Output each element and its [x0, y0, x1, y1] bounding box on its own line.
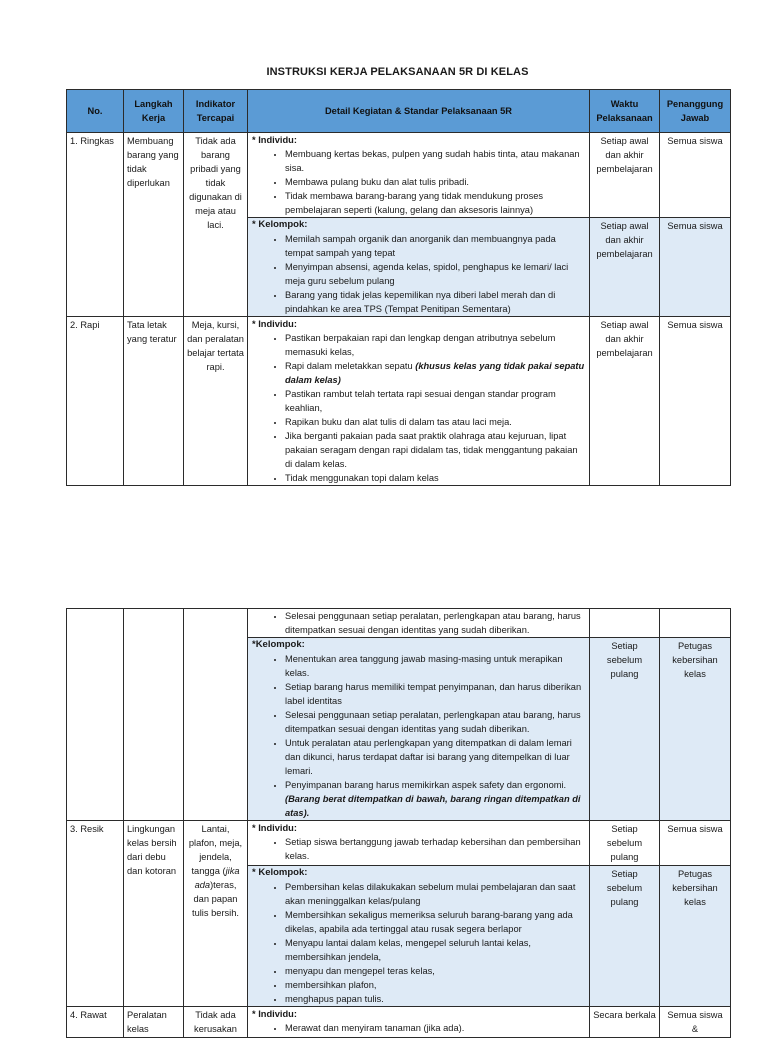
list-item: • Tidak membawa barang-barang yang tidak mendukung proses pembelajaran seperti (kalung, gelang dan aksesoris lainnya): [285, 189, 585, 217]
row-number: 4. Rawat: [67, 1007, 124, 1038]
indikator-cell: Meja, kursi, dan peralatan belajar tertata rapi.: [184, 317, 248, 486]
group-label: *Kelompok:: [252, 639, 305, 650]
langkah-kerja-cell: Lingkungan kelas bersih dari debu dan kotoran: [124, 821, 184, 1007]
list-item: • Jika berganti pakaian pada saat praktik olahraga atau kejuruan, lipat pakaian seragam dengan rapi didalam tas, tidak menggantung pakaian di dalam kelas.: [285, 429, 585, 471]
waktu-cell: Setiap sebelum pulang: [590, 866, 660, 1007]
list-item: • Menyapu lantai dalam kelas, mengepel seluruh lantai kelas, membersihkan jendela,: [285, 936, 585, 964]
group-label: * Individu:: [252, 1009, 297, 1019]
list-item: • Membersihkan sekaligus memeriksa seluruh barang-barang yang ada dikelas, apabila ada tertinggal atau rusak segera berlapor: [285, 908, 585, 936]
table-row: [67, 317, 731, 486]
row-number: 2. Rapi: [67, 317, 124, 486]
penanggung-jawab-cell: Semua siswa &: [660, 1007, 731, 1038]
bullet-list: [252, 331, 585, 485]
list-item-text: Rapi dalam meletakkan sepatu: [285, 361, 416, 371]
group-label: * Kelompok:: [252, 867, 308, 878]
header-detail: Detail Kegiatan & Standar Pelaksanaan 5R: [248, 90, 590, 133]
indikator-cell: Tidak ada kerusakan: [184, 1007, 248, 1038]
group-label: * Individu:: [252, 319, 297, 329]
header-penanggung-jawab: Penanggung Jawab: [660, 90, 731, 133]
list-item: • menghapus papan tulis.: [285, 992, 585, 1006]
bullet-list: [252, 147, 585, 217]
indikator-cell: [184, 821, 248, 1007]
penanggung-jawab-cell: Semua siswa: [660, 133, 731, 218]
list-item: • Memilah sampah organik dan anorganik dan membuangnya pada tempat sampah yang tepat: [285, 232, 585, 260]
detail-kelompok-cell: [248, 218, 590, 317]
waktu-cell: Setiap sebelum pulang: [590, 821, 660, 866]
list-item: • Menentukan area tanggung jawab masing-masing untuk merapikan kelas.: [285, 652, 585, 680]
indikator-emphasis: jika ada: [194, 866, 240, 890]
waktu-cell: Setiap awal dan akhir pembelajaran: [590, 317, 660, 486]
bullet-list: [252, 1021, 585, 1035]
indikator-continued: [184, 609, 248, 821]
instruction-table-page-1: [66, 89, 731, 486]
langkah-kerja-cell: Tata letak yang teratur: [124, 317, 184, 486]
langkah-kerja-cell: Membuang barang yang tidak diperlukan: [124, 133, 184, 317]
list-item: • Pastikan berpakaian rapi dan lengkap dengan atributnya sebelum memasuki kelas,: [285, 331, 585, 359]
list-item-emphasis: (Barang berat ditempatkan di bawah, barang ringan ditempatkan di atas).: [285, 794, 581, 818]
table-row: [67, 133, 731, 218]
list-item: • Untuk peralatan atau perlengkapan yang ditempatkan di dalam lemari dan dikunci, harus terdapat daftar isi barang yang ditempelkan di luar lemari.: [285, 736, 585, 778]
list-item: • Selesai penggunaan setiap peralatan, perlengkapan atau barang, harus ditempatkan sesuai dengan identitas yang sudah diberikan.: [285, 609, 585, 637]
list-item: • Setiap barang harus memiliki tempat penyimpanan, dan harus diberikan label identitas: [285, 680, 585, 708]
list-item: • Menyimpan absensi, agenda kelas, spidol, penghapus ke lemari/ laci meja guru sebelum pulang: [285, 260, 585, 288]
detail-kelompok-cell: [248, 638, 590, 821]
indikator-text: )teras, dan papan tulis bersih.: [191, 880, 240, 918]
indikator-cell: Tidak ada barang pribadi yang tidak digunakan di meja atau laci.: [184, 133, 248, 317]
list-item-emphasis: (khusus kelas yang tidak pakai sepatu dalam kelas): [285, 361, 585, 385]
group-label: * Individu:: [252, 823, 297, 833]
penanggung-jawab-cell: Semua siswa: [660, 821, 731, 866]
row-number: 1. Ringkas: [67, 133, 124, 317]
list-item: • membersihkan plafon,: [285, 978, 585, 992]
bullet-list: [252, 609, 585, 637]
penanggung-jawab-cell: Petugas kebersihan kelas: [660, 638, 731, 821]
group-label: * Individu:: [252, 135, 297, 145]
detail-individu-cell: [248, 317, 590, 486]
table-row: [67, 609, 731, 638]
table-row: [67, 1007, 731, 1038]
waktu-cell: Setiap awal dan akhir pembelajaran: [590, 133, 660, 218]
list-item: • Barang yang tidak jelas kepemilikan nya diberi label merah dan di pindahkan ke area TPS (Tempat Penitipan Sementara): [285, 288, 585, 316]
waktu-cell-empty: [590, 609, 660, 638]
group-label: * Kelompok:: [252, 219, 308, 230]
table-header-row: [67, 90, 731, 133]
penanggung-jawab-cell: Semua siswa: [660, 218, 731, 317]
list-item-text: Penyimpanan barang harus memikirkan aspek safety dan ergonomi.: [285, 780, 567, 790]
penanggung-jawab-cell: Petugas kebersihan kelas: [660, 866, 731, 1007]
detail-individu-cell: [248, 821, 590, 866]
detail-individu-continued: [248, 609, 590, 638]
detail-individu-cell: [248, 133, 590, 218]
list-item: • Membawa pulang buku dan alat tulis pribadi.: [285, 175, 585, 189]
waktu-cell: Setiap awal dan akhir pembelajaran: [590, 218, 660, 317]
list-item: • Tidak menggunakan topi dalam kelas: [285, 471, 585, 485]
waktu-cell: Secara berkala: [590, 1007, 660, 1038]
document-title: INSTRUKSI KERJA PELAKSANAAN 5R DI KELAS: [266, 66, 529, 78]
list-item: • Membuang kertas bekas, pulpen yang sudah habis tinta, atau makanan sisa.: [285, 147, 585, 175]
header-no: No.: [67, 90, 124, 133]
list-item: [285, 778, 585, 820]
row-number: 3. Resik: [67, 821, 124, 1007]
list-item: • Rapikan buku dan alat tulis di dalam tas atau laci meja.: [285, 415, 585, 429]
detail-individu-cell: [248, 1007, 590, 1038]
bullet-list: [252, 835, 585, 863]
bullet-list: [252, 880, 585, 1006]
list-item: • menyapu dan mengepel teras kelas,: [285, 964, 585, 978]
header-indikator: Indikator Tercapai: [184, 90, 248, 133]
bullet-list: [252, 652, 585, 820]
waktu-cell: Setiap sebelum pulang: [590, 638, 660, 821]
header-waktu: Waktu Pelaksanaan: [590, 90, 660, 133]
list-item: [285, 359, 585, 387]
indikator-text: Lantai, plafon, meja, jendela, tangga (: [188, 824, 243, 876]
penanggung-jawab-cell-empty: [660, 609, 731, 638]
header-langkah-kerja: Langkah Kerja: [124, 90, 184, 133]
list-item: • Selesai penggunaan setiap peralatan, perlengkapan atau barang, harus ditempatkan sesuai dengan identitas yang sudah diberikan.: [285, 708, 585, 736]
list-item: • Setiap siswa bertanggung jawab terhadap kebersihan dan pembersihan kelas.: [285, 835, 585, 863]
list-item: • Pembersihan kelas dilakukakan sebelum mulai pembelajaran dan saat akan meninggalkan kelas/pulang: [285, 880, 585, 908]
bullet-list: [252, 232, 585, 316]
row-number-continued: [67, 609, 124, 821]
langkah-kerja-continued: [124, 609, 184, 821]
instruction-table-page-2: [66, 608, 731, 1038]
langkah-kerja-cell: Peralatan kelas: [124, 1007, 184, 1038]
detail-kelompok-cell: [248, 866, 590, 1007]
list-item: • Pastikan rambut telah tertata rapi sesuai dengan standar program keahlian,: [285, 387, 585, 415]
list-item: • Merawat dan menyiram tanaman (jika ada).: [285, 1021, 585, 1035]
table-row: [67, 821, 731, 866]
penanggung-jawab-cell: Semua siswa: [660, 317, 731, 486]
